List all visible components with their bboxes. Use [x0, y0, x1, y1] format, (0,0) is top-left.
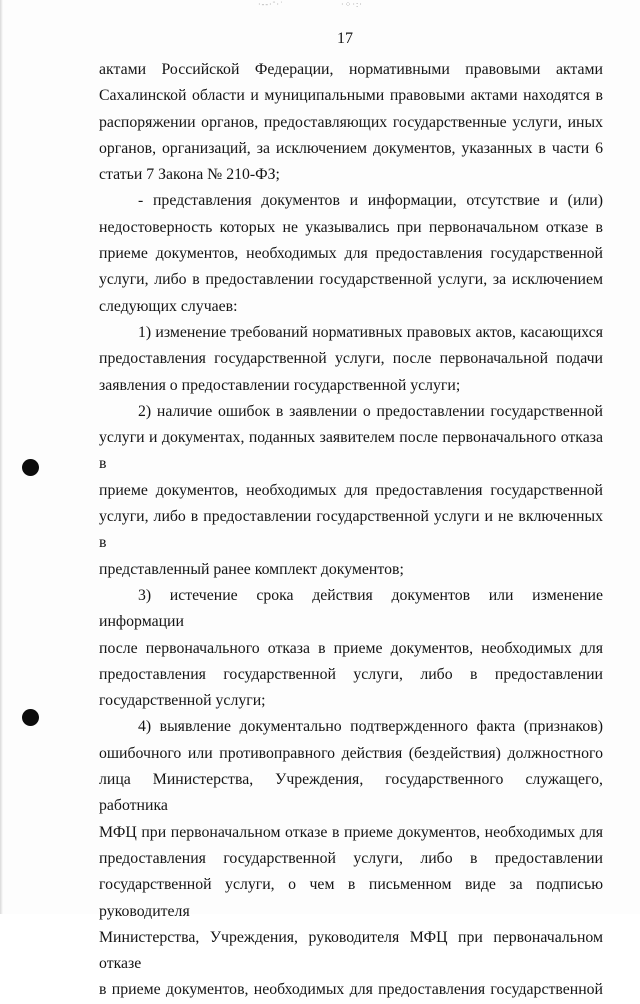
- text-line: представленный ранее комплект документов;: [99, 560, 404, 578]
- text-line: лица Министерства, Учреждения, государственного служащего, работника: [99, 771, 603, 815]
- text-line: 4) выявление документально подтвержденного факта (признаков): [138, 718, 603, 736]
- text-line: актами Российской Федерации, нормативными правовыми актами: [99, 61, 603, 78]
- text-line: МФЦ при первоначальном отказе в приеме документов, необходимых для: [99, 823, 603, 841]
- text-line: статьи 7 Закона № 210-ФЗ;: [99, 166, 280, 184]
- text-line: в приеме документов, необходимых для предоставления государственной: [99, 981, 603, 999]
- text-line: Сахалинской области и муниципальными правовыми актами находятся в: [99, 87, 603, 105]
- text-line: приеме документов, необходимых для предоставления государственной: [99, 245, 603, 263]
- text-line: - представления документов и информации, отсутствие и (или): [138, 192, 603, 210]
- page-number: 17: [337, 30, 353, 47]
- text-line: предоставления государственной услуги, либо в предоставлении: [99, 849, 603, 867]
- text-line: услуги, либо в предоставлении государственной услуги и не включенных в: [99, 508, 603, 552]
- text-line: ошибочного или противоправного действия (бездействия) должностного: [99, 744, 603, 762]
- text-line: 3) истечение срока действия документов или изменение информации: [99, 586, 603, 631]
- text-line: государственной услуги, о чем в письменном виде за подписью руководителя: [99, 876, 603, 920]
- text-line: предоставления государственной услуги, либо в предоставлении: [99, 665, 603, 683]
- text-line: приеме документов, необходимых для предоставления государственной: [99, 481, 603, 499]
- text-line: органов, организаций, за исключением документов, указанных в части 6: [99, 139, 603, 157]
- text-line: заявления о предоставлении государственной услуги;: [99, 376, 461, 394]
- page-edge-shadow: [0, 0, 3, 914]
- text-line: 1) изменение требований нормативных правовых актов, касающихся: [138, 323, 603, 341]
- text-line: предоставления государственной услуги, после первоначальной подачи: [99, 350, 603, 368]
- text-line: государственной услуги;: [99, 692, 266, 710]
- text-line: распоряжении органов, предоставляющих государственные услуги, иных: [99, 113, 603, 131]
- document-body: [99, 57, 603, 1004]
- text-line: следующих случаев:: [99, 297, 238, 315]
- binder-hole: [22, 709, 39, 726]
- text-line: недостоверность которых не указывались при первоначальном отказе в: [99, 218, 603, 236]
- scan-artifact-mark: ·-‐·¨·˙: [258, 0, 284, 9]
- binder-hole: [22, 459, 39, 476]
- text-line: услуги, либо в предоставлении государственной услуги, за исключением: [99, 271, 603, 289]
- text-line: услуги и документах, поданных заявителем после первоначального отказа в: [99, 429, 603, 473]
- scan-artifact-mark: ·⁘·:·: [341, 0, 363, 9]
- text-line: 2) наличие ошибок в заявлении о предоставлении государственной: [138, 402, 603, 420]
- text-line: после первоначального отказа в приеме документов, необходимых для: [99, 639, 603, 657]
- text-line: Министерства, Учреждения, руководителя МФЦ при первоначальном отказе: [99, 928, 603, 973]
